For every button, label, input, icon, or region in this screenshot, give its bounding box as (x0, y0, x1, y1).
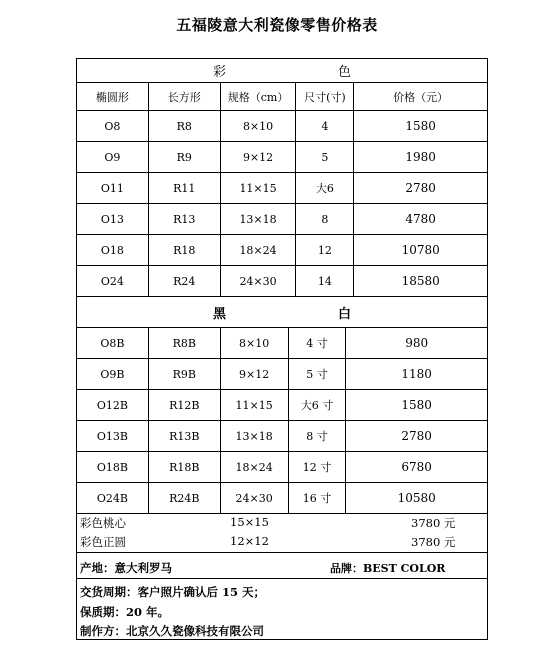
cell-rect-code: R12B (148, 390, 220, 421)
cell-rect-code: R8 (148, 111, 220, 142)
cell-spec: 11×15 (220, 173, 296, 204)
col-header-rect: 长方形 (148, 83, 220, 111)
extra-item-circle (78, 534, 482, 550)
cell-spec: 9×12 (220, 359, 288, 390)
cell-size: 8 寸 (288, 421, 346, 452)
cell-price: 1980 (354, 142, 488, 173)
cell-spec: 18×24 (220, 452, 288, 483)
cell-spec: 13×18 (220, 421, 288, 452)
cell-size: 14 (296, 266, 354, 297)
cell-price: 2780 (354, 173, 488, 204)
column-header-row (77, 83, 488, 111)
cell-price: 10580 (346, 483, 488, 514)
table-row (77, 359, 488, 390)
delivery-period: 交货周期：客户照片确认后 15 天； (80, 585, 266, 599)
cell-spec: 18×24 (220, 235, 296, 266)
cell-rect-code: R24 (148, 266, 220, 297)
col-header-oval: 椭圆形 (77, 83, 149, 111)
cell-price: 10780 (354, 235, 488, 266)
color-heading-left: 彩 (212, 65, 226, 80)
cell-price: 4780 (354, 204, 488, 235)
cell-price: 1580 (346, 390, 488, 421)
cell-oval-code: O8B (77, 328, 149, 359)
divider (76, 552, 488, 553)
extra-item-heart (78, 515, 482, 531)
cell-oval-code: O8 (77, 111, 149, 142)
extra-size: 15×15 (230, 515, 269, 529)
table-row (77, 204, 488, 235)
cell-rect-code: R9B (148, 359, 220, 390)
cell-rect-code: R13B (148, 421, 220, 452)
bw-heading-left: 黑 (212, 306, 226, 322)
table-row (77, 390, 488, 421)
cell-oval-code: O13 (77, 204, 149, 235)
cell-oval-code: O9 (77, 142, 149, 173)
cell-price: 980 (346, 328, 488, 359)
cell-spec: 8×10 (220, 328, 288, 359)
table-row (77, 266, 488, 297)
cell-rect-code: R24B (148, 483, 220, 514)
cell-price: 1180 (346, 359, 488, 390)
origin-line (80, 560, 484, 576)
cell-oval-code: O24 (77, 266, 149, 297)
cell-size: 4 寸 (288, 328, 346, 359)
cell-oval-code: O24B (77, 483, 149, 514)
page-title: 五福陵意大利瓷像零售价格表 (176, 16, 378, 34)
cell-size: 大6 (296, 173, 354, 204)
cell-size: 大6 寸 (288, 390, 346, 421)
extra-size: 12×12 (230, 534, 269, 548)
bw-price-table (76, 296, 488, 514)
cell-price: 2780 (346, 421, 488, 452)
table-row (77, 111, 488, 142)
cell-size: 12 寸 (288, 452, 346, 483)
cell-spec: 24×30 (220, 266, 296, 297)
cell-size: 5 寸 (288, 359, 346, 390)
color-heading-right: 色 (337, 65, 351, 80)
cell-rect-code: R13 (148, 204, 220, 235)
extra-name: 彩色正圆 (80, 535, 126, 549)
divider (76, 578, 488, 579)
cell-oval-code: O18B (77, 452, 149, 483)
warranty: 保质期：20 年。 (80, 605, 170, 619)
table-row (77, 421, 488, 452)
cell-price: 18580 (354, 266, 488, 297)
origin-text: 产地：意大利罗马 (80, 561, 172, 575)
cell-size: 4 (296, 111, 354, 142)
manufacturer: 制作方：北京久久瓷像科技有限公司 (80, 624, 264, 638)
extra-price: 3780 元 (411, 516, 456, 530)
cell-size: 5 (296, 142, 354, 173)
table-row (77, 173, 488, 204)
extra-price: 3780 元 (411, 535, 456, 549)
table-row (77, 235, 488, 266)
cell-spec: 9×12 (220, 142, 296, 173)
cell-rect-code: R18 (148, 235, 220, 266)
table-row (77, 483, 488, 514)
cell-spec: 8×10 (220, 111, 296, 142)
extra-name: 彩色桃心 (80, 516, 126, 530)
bw-section-heading (77, 297, 488, 328)
cell-oval-code: O9B (77, 359, 149, 390)
cell-price: 1580 (354, 111, 488, 142)
cell-rect-code: R8B (148, 328, 220, 359)
col-header-size: 尺寸(寸) (296, 83, 354, 111)
cell-size: 8 (296, 204, 354, 235)
cell-spec: 24×30 (220, 483, 288, 514)
brand-text: 品牌：BEST COLOR (330, 562, 446, 575)
cell-size: 12 (296, 235, 354, 266)
cell-oval-code: O12B (77, 390, 149, 421)
cell-price: 6780 (346, 452, 488, 483)
cell-oval-code: O11 (77, 173, 149, 204)
cell-spec: 11×15 (220, 390, 288, 421)
table-row (77, 452, 488, 483)
table-row (77, 142, 488, 173)
cell-rect-code: R9 (148, 142, 220, 173)
cell-spec: 13×18 (220, 204, 296, 235)
cell-size: 16 寸 (288, 483, 346, 514)
table-row (77, 328, 488, 359)
color-price-table (76, 58, 488, 297)
cell-rect-code: R18B (148, 452, 220, 483)
col-header-price: 价格（元） (354, 83, 488, 111)
bw-heading-right: 白 (337, 306, 351, 322)
cell-rect-code: R11 (148, 173, 220, 204)
cell-oval-code: O18 (77, 235, 149, 266)
cell-oval-code: O13B (77, 421, 149, 452)
col-header-spec: 规格（cm） (220, 83, 296, 111)
color-section-heading (77, 59, 488, 83)
